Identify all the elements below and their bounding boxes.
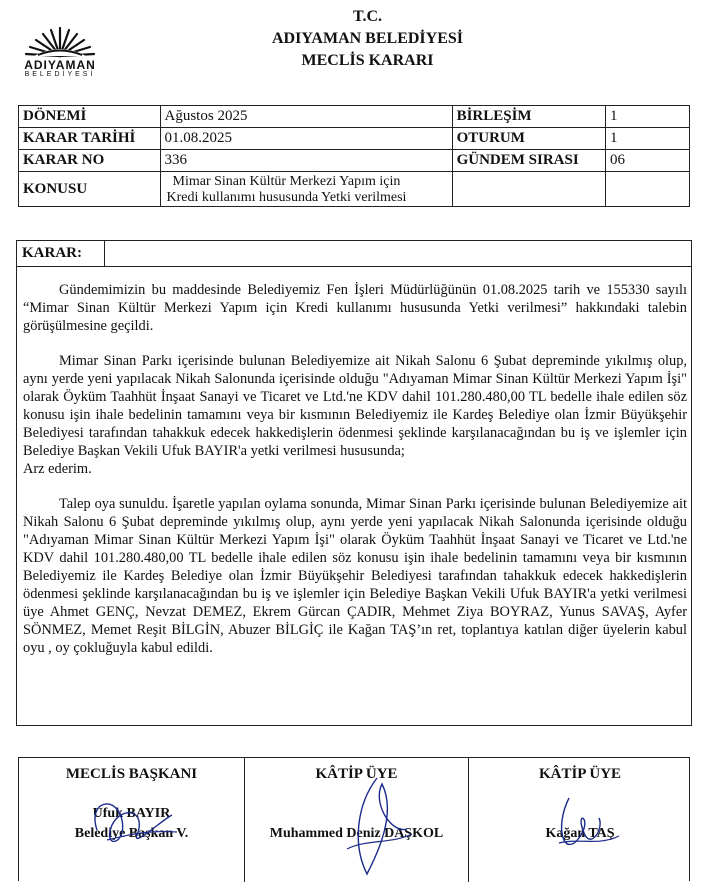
tarih-label: KARAR TARİHİ [19, 128, 161, 150]
gundem-value: 06 [606, 150, 690, 172]
signature-icon [77, 790, 187, 860]
signature-icon [539, 788, 629, 868]
konu-value [160, 172, 452, 207]
signature-icon [337, 774, 417, 882]
signature-column-president [19, 758, 244, 882]
info-table [18, 105, 690, 207]
clerk-1-title: KÂTİP ÜYE [315, 766, 398, 782]
karar-paragraph-1: Gündemimizin bu maddesinde Belediyemiz Fen İşleri Müdürlüğünün 01.08.2025 tarih ve 155330 sayılı “Mimar Sinan Kültür Merkezi Yapım için Kredi kullanımı hususunda Yetki verilmesi” hakkındaki talebin görüşülmesine geçildi. [23, 282, 687, 334]
president-role: Belediye Başkan V. [74, 826, 189, 841]
birlesim-value: 1 [606, 106, 690, 128]
divider [105, 266, 691, 267]
clerk-2-title: KÂTİP ÜYE [538, 766, 622, 782]
konu-label: KONUSU [19, 172, 161, 207]
president-name: Ufuk BAYIR [92, 806, 171, 821]
konu-line-1: Mimar Sinan Kültür Merkezi Yapım için [172, 174, 401, 189]
gundem-label: GÜNDEM SIRASI [452, 150, 605, 172]
clerk-1-name: Muhammed Deniz DAŞKOL [269, 826, 444, 841]
oturum-value: 1 [606, 128, 690, 150]
table-row [19, 128, 690, 150]
logo-name: ADIYAMAN [24, 58, 96, 72]
konu-line-2: Kredi kullanımı hususunda Yetki verilmesi [166, 190, 407, 205]
karar-no-value: 336 [160, 150, 452, 172]
karar-paragraph-3: Talep oya sunuldu. İşaretle yapılan oylama sonunda, Mimar Sinan Parkı içerisinde bulunan Belediyemize ait Nikah Salonu 6 Şubat depreminde yıkılmış olup, aynı yerde yeni yapılacak Nikah Salonunda içerisinde olduğu "Adıyaman Mimar Sinan Kültür Merkezi Yapım İşi" olarak Öyküm Taahhüt İnşaat Sanayi ve Ticaret ve Ltd.'ne KDV dahil 101.280.480,00 TL bedelle ihale edilen söz konusu işin ihale bedelinin tamamını veya bir kısmının Belediyemiz ile Kardeş Belediye olan İzmir Büyükşehir Belediyesi tarafından tahakkuk edecek hakkedişlerin ödenmesi şeklinde karşılanacağından bu iş ve işlemler için Belediye Başkan Vekili Ufuk BAYIR'a yetki verilmesi üye Ahmet GENÇ, Nevzat DEMEZ, Ekrem Gürcan ÇADIR, Mehmet Ziya BOYRAZ, Yunus SAVAŞ, Ayfer SÖNMEZ, Memet Reşit BİLGİN, Abuzer BİLGİÇ ile Kağan TAŞ’ın ret, toplantıya katılan diğer üyelerin kabul oyu , oy çokluğuyla kabul edildi. [23, 496, 687, 656]
karar-section [16, 240, 692, 726]
signature-column-clerk-1 [244, 758, 469, 882]
donem-value: Ağustos 2025 [160, 106, 452, 128]
clerk-2-name: Kağan TAŞ [545, 826, 615, 841]
table-row [19, 172, 690, 207]
signature-column-clerk-2 [469, 758, 691, 882]
karar-body [23, 281, 687, 674]
empty-cell [452, 172, 605, 207]
tarih-value: 01.08.2025 [160, 128, 452, 150]
header-municipality: ADIYAMAN BELEDİYESİ [271, 30, 463, 47]
birlesim-label: BİRLEŞİM [452, 106, 605, 128]
header-line-1: T.C. [352, 8, 383, 25]
oturum-label: OTURUM [452, 128, 605, 150]
president-title: MECLİS BAŞKANI [65, 766, 198, 782]
header-doc-type: MECLİS KARARI [301, 52, 434, 69]
karar-no-label: KARAR NO [19, 150, 161, 172]
table-row [19, 106, 690, 128]
karar-label: KARAR: [17, 241, 105, 267]
donem-label: DÖNEMİ [19, 106, 161, 128]
karar-arz: Arz ederim. [23, 461, 92, 477]
signature-section [18, 757, 690, 881]
table-row [19, 150, 690, 172]
karar-paragraph-2: Mimar Sinan Parkı içerisinde bulunan Belediyemize ait Nikah Salonu 6 Şubat depreminde yıkılmış olup, aynı yerde yeni yapılacak Nikah Salonunda içerisinde olduğu "Adıyaman Mimar Sinan Kültür Merkezi Yapım İşi" olarak Öyküm Taahhüt İnşaat Sanayi ve Ticaret ve Ltd.'ne KDV dahil 101.280.480,00 TL bedelle ihale edilen söz konusu işin ihale bedelinin tamamını veya bir kısmının Belediyemiz ile Kardeş Belediye olan İzmir Büyükşehir Belediyesi tarafından tahakkuk edecek hakkedişlerin ödenmesi şeklinde karşılanacağından bu iş ve işlemler için Belediye Başkan Vekili Ufuk BAYIR'a yetki verilmesi hususunda; [23, 353, 687, 459]
empty-cell [606, 172, 690, 207]
logo-subtitle: BELEDİYESİ [24, 71, 96, 78]
